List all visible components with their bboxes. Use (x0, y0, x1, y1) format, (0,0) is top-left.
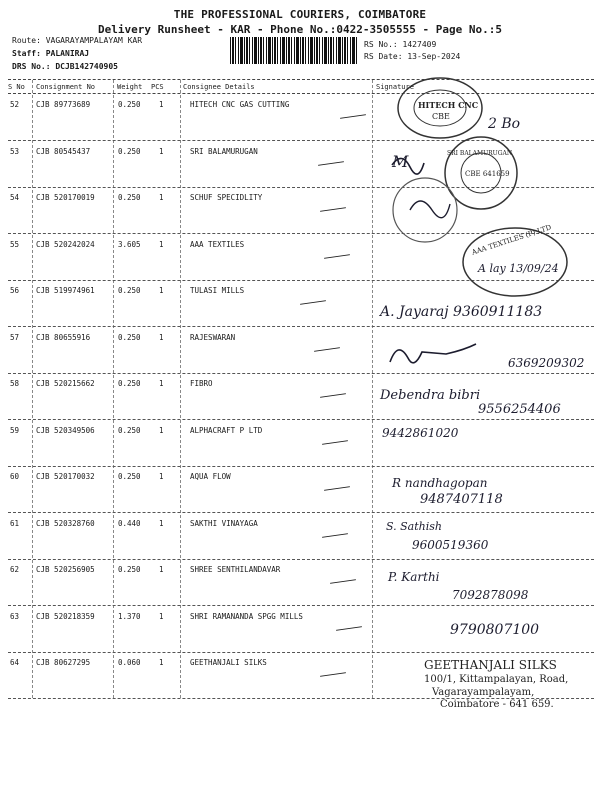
signature-57: 6369209302 (508, 356, 585, 370)
balamurugan-stamp-text: SRI BALAMURUGAN (447, 150, 513, 157)
cell-pcs: 1 (159, 239, 164, 249)
cell-consignee: SAKTHI VINAYAGA (190, 518, 258, 528)
signature-58-phone: 9556254406 (478, 402, 561, 417)
cell-sno: 59 (10, 425, 20, 435)
cell-consignment: CJB 520256905 (36, 565, 95, 574)
staff-label: Staff: (12, 49, 41, 58)
col-weight-header: Weight (117, 83, 143, 91)
aaa-stamp-text: AAA TEXTILES (P) LTD (470, 223, 553, 257)
cell-consignment: CJB 80655916 (36, 332, 91, 342)
signature-52: 2 Bo (488, 116, 521, 132)
col-sno-header: S No (8, 83, 25, 91)
cell-weight: 0.440 (118, 518, 141, 528)
cell-consignee: FIBRO (190, 379, 213, 388)
col-consignment-header: Consignment No (36, 83, 96, 91)
geethanjali-stamp-line1: GEETHANJALI SILKS (424, 658, 557, 672)
signature-63: 9790807100 (450, 622, 540, 638)
cell-consignee: SHREE SENTHILANDAVAR (190, 565, 281, 574)
cell-consignment: CJB 520328760 (36, 518, 95, 528)
cell-weight: 3.605 (118, 239, 141, 249)
cell-pcs: 1 (159, 658, 164, 667)
page-title: THE PROFESSIONAL COURIERS, COIMBATORE (173, 8, 427, 21)
signature-62-name: P. Karthi (388, 570, 440, 584)
signature-mark (410, 201, 450, 218)
rs-no-label: RS No.: (364, 40, 398, 49)
rs-date-value: 13-Sep-2024 (407, 52, 461, 61)
drs-label: DRS No.: (12, 62, 51, 71)
cell-weight: 0.250 (118, 146, 141, 156)
cell-pcs: 1 (159, 286, 164, 295)
drs-value: DCJB142740905 (55, 62, 118, 71)
signature-61-name: S. Sathish (386, 520, 442, 533)
signature-60-name: R nandhagopan (392, 476, 488, 490)
signature-62-phone: 7092878098 (452, 588, 529, 602)
page-subtitle: Delivery Runsheet - KAR - Phone No.:0422-3505555 - Page No.:5 (98, 23, 502, 36)
cell-sno: 55 (10, 239, 20, 249)
signature-56: A. Jayaraj 9360911183 (380, 304, 543, 320)
col-signature-header: Signature (376, 83, 414, 91)
cell-consignment: CJB 520170032 (36, 472, 95, 481)
cell-consignment: CJB 520218359 (36, 611, 95, 621)
cell-sno: 62 (10, 565, 20, 574)
balamurugan-stamp-code: CBE 641659 (465, 170, 510, 178)
signature-53: M (392, 152, 409, 171)
rs-date-label: RS Date: (364, 52, 403, 61)
hitech-stamp-code: CBE (432, 112, 450, 121)
cell-consignee: SCHUF SPECIDLITY (190, 193, 263, 202)
cell-sno: 57 (10, 332, 20, 342)
route-label: Route: (12, 36, 41, 45)
cell-consignee: HITECH CNC GAS CUTTING (190, 100, 290, 109)
cell-pcs: 1 (159, 472, 164, 481)
cell-consignment: CJB 80545437 (36, 146, 91, 156)
geethanjali-stamp-line4: Coimbatore - 641 659. (440, 699, 554, 710)
cell-consignee: SRI BALAMURUGAN (190, 146, 258, 156)
hitech-stamp-text: HITECH CNC (418, 100, 479, 110)
cell-consignee: AAA TEXTILES (190, 239, 245, 249)
cell-consignment: CJB 89773689 (36, 100, 91, 109)
cell-weight: 0.060 (118, 658, 141, 667)
signature-61-phone: 9600519360 (412, 538, 489, 552)
cell-weight: 0.250 (118, 332, 141, 342)
rs-no-value: 1427409 (402, 40, 437, 49)
cell-consignment: CJB 520215662 (36, 379, 95, 388)
cell-sno: 53 (10, 146, 20, 156)
cell-consignment: CJB 519974961 (36, 286, 95, 295)
cell-weight: 0.250 (118, 379, 141, 388)
cell-weight: 0.250 (118, 286, 141, 295)
cell-sno: 63 (10, 611, 20, 621)
cell-sno: 58 (10, 379, 20, 388)
cell-consignee: TULASI MILLS (190, 286, 245, 295)
cell-pcs: 1 (159, 379, 164, 388)
cell-pcs: 1 (159, 611, 164, 621)
staff-value: PALANIRAJ (45, 49, 90, 58)
cell-sno: 52 (10, 100, 20, 109)
signature-60-phone: 9487407118 (420, 492, 503, 507)
cell-weight: 0.250 (118, 193, 141, 202)
cell-weight: 0.250 (118, 100, 141, 109)
cell-pcs: 1 (159, 332, 164, 342)
cell-weight: 1.370 (118, 611, 141, 621)
signature-58-name: Debendra bibri (380, 388, 481, 403)
cell-pcs: 1 (159, 518, 164, 528)
cell-consignment: CJB 80627295 (36, 658, 91, 667)
route-value: VAGARAYAMPALAYAM KAR (45, 36, 143, 45)
signature-mark (390, 344, 476, 363)
cell-weight: 0.250 (118, 425, 141, 435)
signature-59: 9442861020 (382, 426, 459, 440)
cell-consignment: CJB 520242024 (36, 239, 95, 249)
cell-sno: 61 (10, 518, 20, 528)
cell-pcs: 1 (159, 100, 164, 109)
col-consignee-header: Consignee Details (183, 83, 255, 91)
cell-consignee: ALPHACRAFT P LTD (190, 425, 263, 435)
geethanjali-stamp-line2: 100/1, Kittampalayan, Road, (424, 674, 569, 685)
cell-consignee: GEETHANJALI SILKS (190, 658, 267, 667)
cell-pcs: 1 (159, 565, 164, 574)
cell-sno: 54 (10, 193, 20, 202)
col-pcs-header: PCS (151, 83, 164, 91)
signature-55: A lay 13/09/24 (478, 262, 559, 275)
cell-sno: 64 (10, 658, 20, 667)
cell-consignee: AQUA FLOW (190, 472, 231, 481)
cell-weight: 0.250 (118, 565, 141, 574)
cell-pcs: 1 (159, 193, 164, 202)
cell-pcs: 1 (159, 146, 164, 156)
cell-sno: 60 (10, 472, 20, 481)
cell-consignee: SHRI RAMANANDA SPGG MILLS (190, 611, 303, 621)
cell-consignment: CJB 520170019 (36, 193, 95, 202)
cell-weight: 0.250 (118, 472, 141, 481)
cell-consignee: RAJESWARAN (190, 332, 236, 342)
cell-consignment: CJB 520349506 (36, 425, 95, 435)
schuf-stamp-outline (393, 178, 457, 242)
geethanjali-stamp-line3: Vagarayampalayam, (432, 687, 535, 698)
cell-sno: 56 (10, 286, 20, 295)
cell-pcs: 1 (159, 425, 164, 435)
